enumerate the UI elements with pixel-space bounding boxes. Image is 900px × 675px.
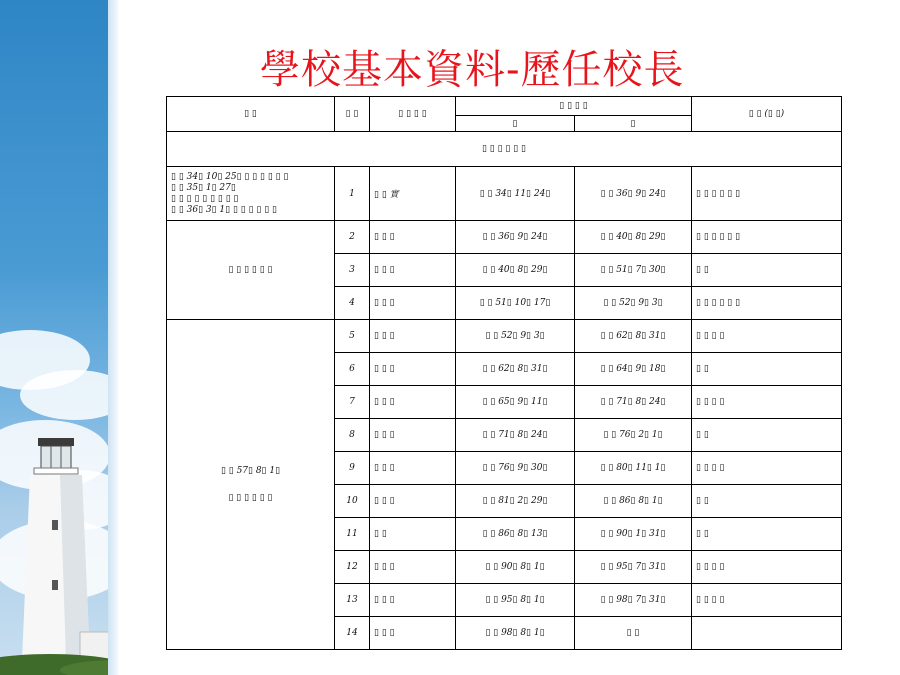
term-start: ▯ ▯ 81▯ 2▯ 29▯ (456, 485, 575, 518)
group-cell (167, 167, 335, 221)
table-row (167, 320, 842, 353)
section-banner-row (167, 132, 842, 167)
term-start: ▯ ▯ 40▯ 8▯ 29▯ (456, 254, 575, 287)
row-number: 7 (335, 386, 370, 419)
term-end: ▯ ▯ 90▯ 1▯ 31▯ (575, 518, 692, 551)
term-end: ▯ ▯ 64▯ 9▯ 18▯ (575, 353, 692, 386)
term-start: ▯ ▯ 51▯ 10▯ 17▯ (456, 287, 575, 320)
term-start: ▯ ▯ 36▯ 9▯ 24▯ (456, 221, 575, 254)
remark: ▯ ▯ (692, 353, 842, 386)
row-number: 12 (335, 551, 370, 584)
term-start: ▯ ▯ 62▯ 8▯ 31▯ (456, 353, 575, 386)
principal-name: ▯ ▯ ▯ (370, 584, 456, 617)
row-number: 1 (335, 167, 370, 221)
row-number: 13 (335, 584, 370, 617)
row-number: 5 (335, 320, 370, 353)
term-end: ▯ ▯ 95▯ 7▯ 31▯ (575, 551, 692, 584)
remark: ▯ ▯ (692, 485, 842, 518)
principal-name: ▯ ▯ ▯ (370, 353, 456, 386)
remark: ▯ ▯ ▯ ▯ (692, 584, 842, 617)
term-start: ▯ ▯ 76▯ 9▯ 30▯ (456, 452, 575, 485)
term-end: ▯ ▯ (575, 617, 692, 650)
term-end: ▯ ▯ 52▯ 9▯ 3▯ (575, 287, 692, 320)
term-start: ▯ ▯ 71▯ 8▯ 24▯ (456, 419, 575, 452)
decorative-stripe (108, 0, 118, 675)
remark: ▯ ▯ (692, 419, 842, 452)
term-start: ▯ ▯ 86▯ 8▯ 13▯ (456, 518, 575, 551)
remark: ▯ ▯ ▯ ▯ (692, 452, 842, 485)
row-number: 9 (335, 452, 370, 485)
remark: ▯ ▯ ▯ ▯ (692, 386, 842, 419)
header-col3: ▯ ▯ ▯ ▯ (370, 97, 456, 132)
remark: ▯ ▯ (692, 518, 842, 551)
header-term: ▯ ▯ ▯ ▯ (456, 97, 692, 116)
group-line: ▯ ▯ 36▯ 3▯ 1▯ ▯ ▯ ▯ ▯ ▯ ▯ (171, 204, 277, 215)
remark: ▯ ▯ ▯ ▯ ▯ ▯ (692, 221, 842, 254)
term-end: ▯ ▯ 36▯ 9▯ 24▯ (575, 167, 692, 221)
remark: ▯ ▯ ▯ ▯ (692, 320, 842, 353)
term-end: ▯ ▯ 71▯ 8▯ 24▯ (575, 386, 692, 419)
remark: ▯ ▯ ▯ ▯ (692, 551, 842, 584)
group-line: ▯ ▯ ▯ ▯ ▯ ▯ (228, 265, 273, 275)
principal-name: ▯ ▯ ▯ (370, 254, 456, 287)
principal-name: ▯ ▯ ▯ (370, 419, 456, 452)
remark: ▯ ▯ (692, 254, 842, 287)
group-line: ▯ ▯ 34▯ 10▯ 25▯ ▯ ▯ ▯ ▯ ▯ ▯ (171, 171, 289, 182)
term-start: ▯ ▯ 52▯ 9▯ 3▯ (456, 320, 575, 353)
principal-name: ▯ ▯ ▯ (370, 452, 456, 485)
header-term-end: ▯ (575, 116, 692, 132)
row-number: 14 (335, 617, 370, 650)
header-col2: ▯ ▯ (335, 97, 370, 132)
row-number: 2 (335, 221, 370, 254)
section-banner: ▯ ▯ ▯ ▯ ▯ ▯ (167, 132, 842, 167)
remark (692, 617, 842, 650)
group-cell (167, 221, 335, 320)
principal-name: ▯ ▯ ▯ (370, 551, 456, 584)
group-line: ▯ ▯ ▯ ▯ ▯ ▯ ▯ ▯ ▯ (171, 193, 239, 204)
row-number: 4 (335, 287, 370, 320)
row-number: 10 (335, 485, 370, 518)
header-term-start: ▯ (456, 116, 575, 132)
term-start: ▯ ▯ 95▯ 8▯ 1▯ (456, 584, 575, 617)
term-end: ▯ ▯ 86▯ 8▯ 1▯ (575, 485, 692, 518)
term-start: ▯ ▯ 98▯ 8▯ 1▯ (456, 617, 575, 650)
principal-name: ▯ ▯ ▯ (370, 320, 456, 353)
principal-name: ▯ ▯ ▯ (370, 287, 456, 320)
principal-name: ▯ ▯ ▯ (370, 221, 456, 254)
page-title: 學校基本資料-歷任校長 (260, 47, 685, 93)
term-end: ▯ ▯ 40▯ 8▯ 29▯ (575, 221, 692, 254)
group-line: ▯ ▯ 35▯ 1▯ 27▯ (171, 182, 236, 193)
term-start: ▯ ▯ 90▯ 8▯ 1▯ (456, 551, 575, 584)
lighthouse-image (0, 0, 108, 675)
principals-table (166, 96, 842, 650)
group-line: ▯ ▯ 57▯ 8▯ 1▯ (220, 465, 281, 476)
group-cell (167, 320, 335, 650)
header-row (167, 97, 842, 116)
row-number: 6 (335, 353, 370, 386)
remark: ▯ ▯ ▯ ▯ ▯ ▯ (692, 287, 842, 320)
row-number: 11 (335, 518, 370, 551)
header-col1: ▯ ▯ (167, 97, 335, 132)
row-number: 8 (335, 419, 370, 452)
term-start: ▯ ▯ 65▯ 9▯ 11▯ (456, 386, 575, 419)
sky-background (0, 0, 108, 675)
table-row (167, 221, 842, 254)
principal-name: ▯ ▯ 實 (370, 167, 456, 221)
principal-name: ▯ ▯ (370, 518, 456, 551)
term-start: ▯ ▯ 34▯ 11▯ 24▯ (456, 167, 575, 221)
principal-name: ▯ ▯ ▯ (370, 485, 456, 518)
remark: ▯ ▯ ▯ ▯ ▯ ▯ (692, 167, 842, 221)
term-end: ▯ ▯ 98▯ 7▯ 31▯ (575, 584, 692, 617)
principal-name: ▯ ▯ ▯ (370, 386, 456, 419)
table-row (167, 167, 842, 221)
row-number: 3 (335, 254, 370, 287)
term-end: ▯ ▯ 51▯ 7▯ 30▯ (575, 254, 692, 287)
term-end: ▯ ▯ 80▯ 11▯ 1▯ (575, 452, 692, 485)
term-end: ▯ ▯ 62▯ 8▯ 31▯ (575, 320, 692, 353)
header-remark: ▯ ▯ (▯ ▯) (692, 97, 842, 132)
term-end: ▯ ▯ 76▯ 2▯ 1▯ (575, 419, 692, 452)
group-line: ▯ ▯ ▯ ▯ ▯ ▯ (228, 492, 273, 503)
principal-name: ▯ ▯ ▯ (370, 617, 456, 650)
